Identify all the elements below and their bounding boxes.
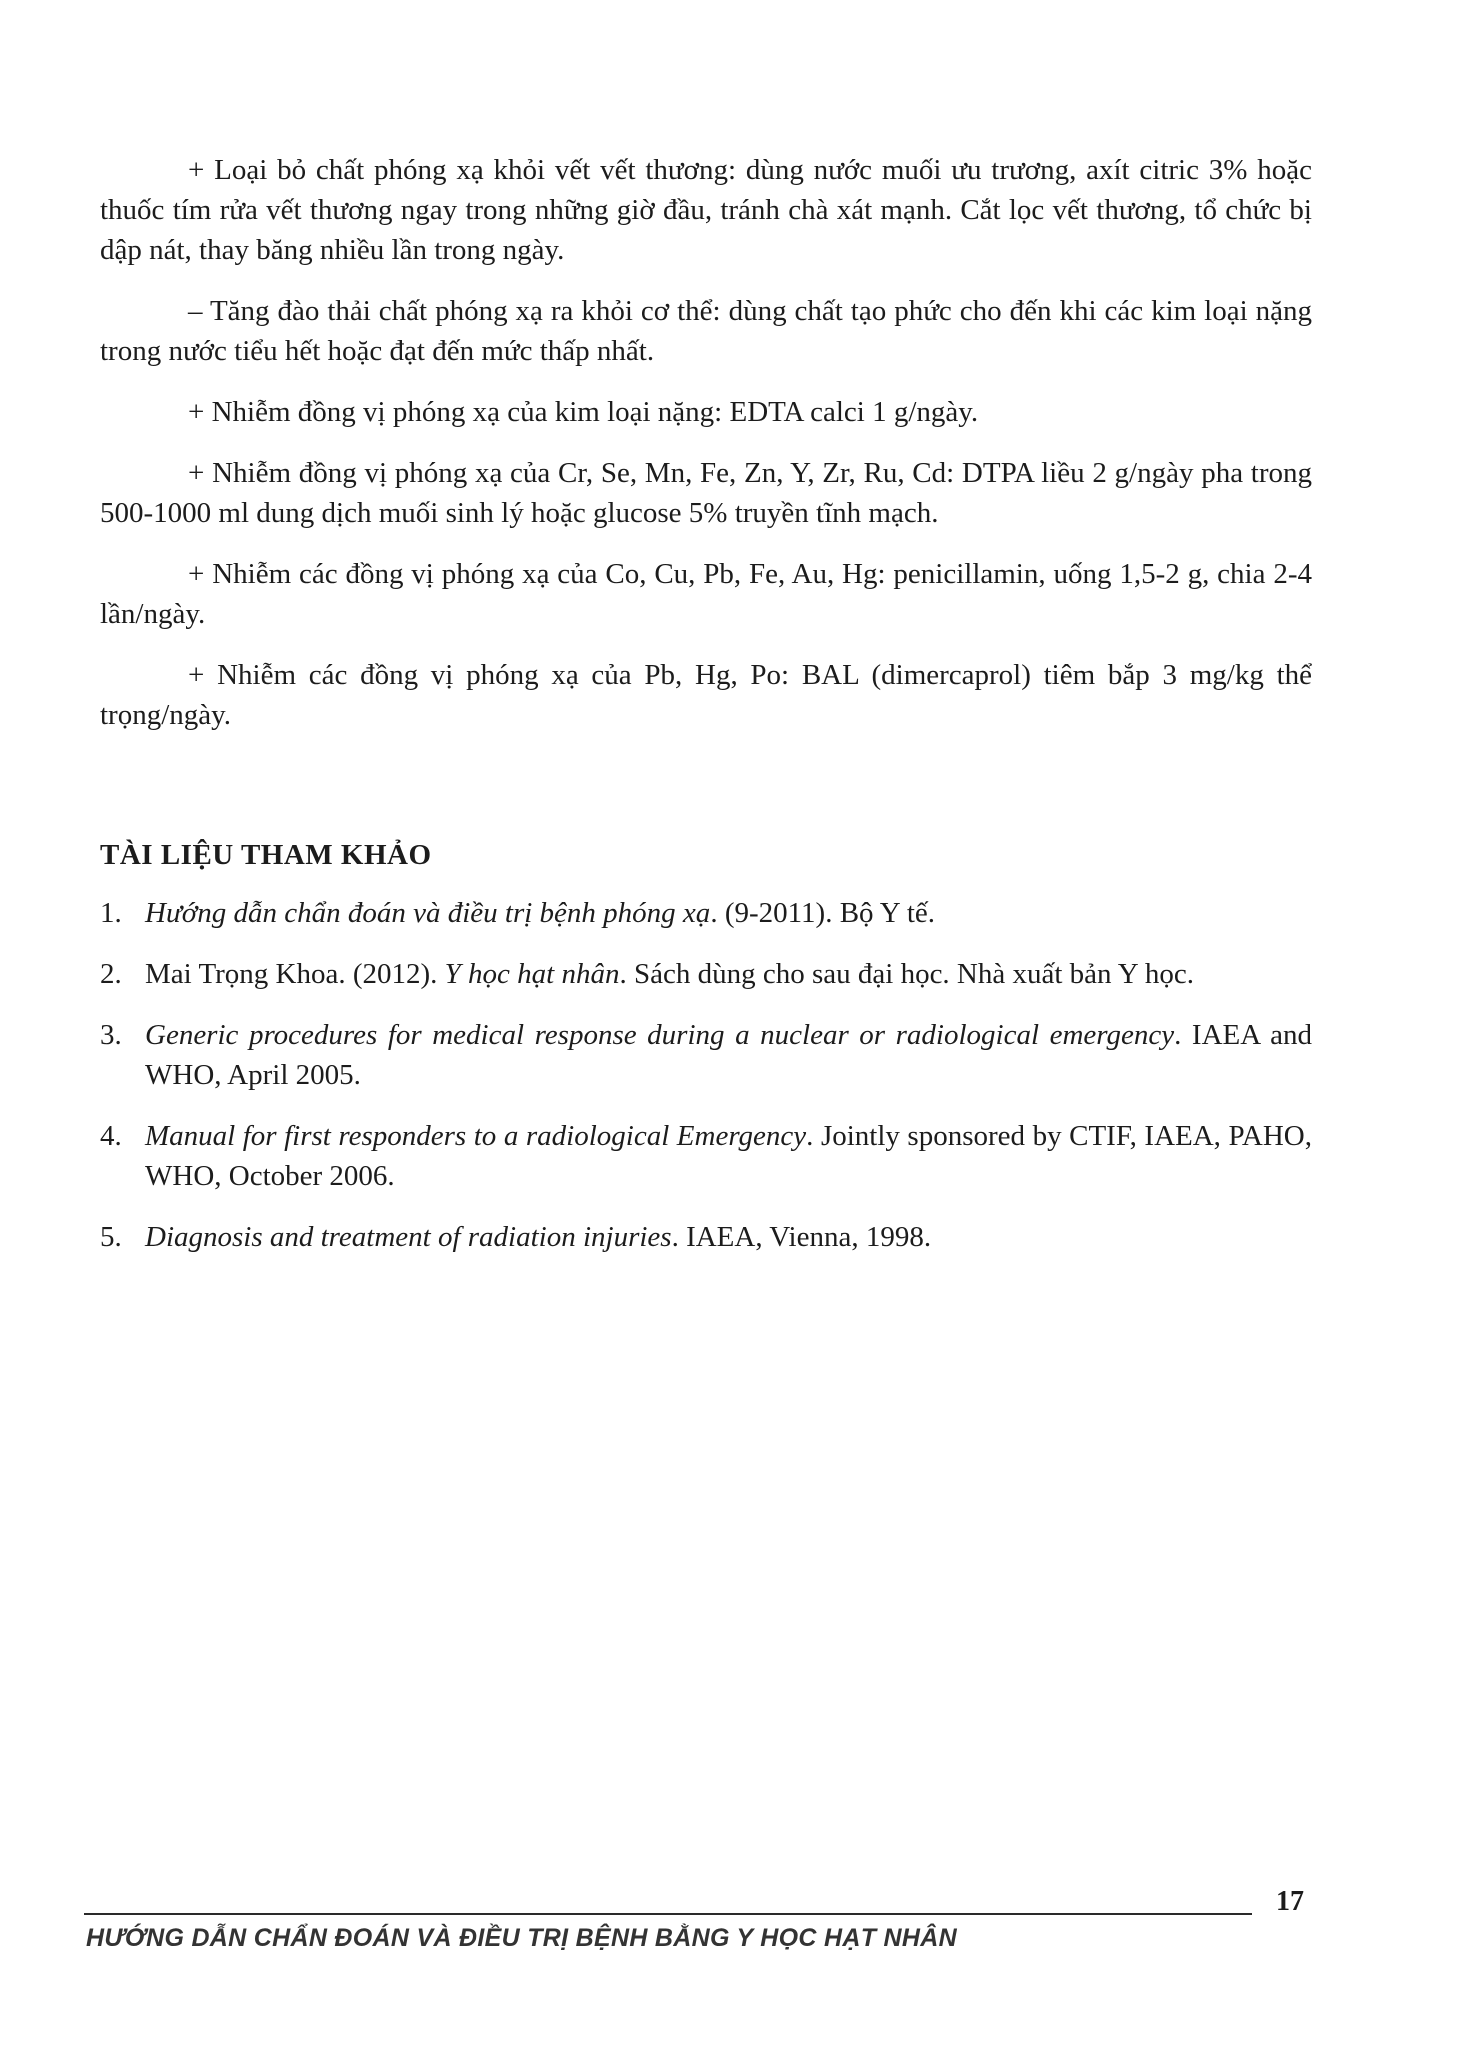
- footer-divider: [84, 1913, 1252, 1915]
- reference-title: Diagnosis and treatment of radiation injuries: [145, 1221, 672, 1253]
- reference-number: 2.: [100, 958, 122, 990]
- reference-details: . Sách dùng cho sau đại học. Nhà xuất bản Y học.: [619, 958, 1194, 990]
- reference-number: 4.: [100, 1120, 122, 1152]
- reference-details: . IAEA, Vienna, 1998.: [671, 1221, 932, 1253]
- paragraph-penicillamin: + Nhiễm các đồng vị phóng xạ của Co, Cu, Pb, Fe, Au, Hg: penicillamin, uống 1,5-2 g, chia 2-4 lần/ngày.: [100, 558, 1312, 630]
- paragraph-dtpa: + Nhiễm đồng vị phóng xạ của Cr, Se, Mn, Fe, Zn, Y, Zr, Ru, Cd: DTPA liều 2 g/ngày pha trong 500-1000 ml dung dịch muối sinh lý hoặc glucose 5% truyền tĩnh mạch.: [100, 457, 1312, 529]
- references-list: [100, 893, 1312, 1257]
- reference-details: . Jointly sponsored by CTIF, IAEA, PAHO, WHO, October 2006.: [145, 1120, 1312, 1192]
- reference-item: [100, 893, 1312, 933]
- running-footer-title: HƯỚNG DẪN CHẨN ĐOÁN VÀ ĐIỀU TRỊ BỆNH BẰNG Y HỌC HẠT NHÂN: [86, 1924, 957, 1952]
- paragraph-increase-elimination: – Tăng đào thải chất phóng xạ ra khỏi cơ thể: dùng chất tạo phức cho đến khi các kim loại nặng trong nước tiểu hết hoặc đạt đến mức thấp nhất.: [100, 295, 1312, 367]
- reference-author: Mai Trọng Khoa. (2012).: [145, 958, 445, 990]
- reference-number: 1.: [100, 897, 122, 929]
- page-content: [100, 150, 1312, 1278]
- reference-item: [100, 1015, 1312, 1095]
- paragraph-bal: + Nhiễm các đồng vị phóng xạ của Pb, Hg, Po: BAL (dimercaprol) tiêm bắp 3 mg/kg thể trọng/ngày.: [100, 659, 1312, 731]
- reference-title: Generic procedures for medical response during a nuclear or radiological emergency: [145, 1019, 1175, 1051]
- reference-title: Manual for first responders to a radiological Emergency: [145, 1120, 807, 1152]
- reference-item: [100, 954, 1312, 994]
- reference-details: . IAEA and WHO, April 2005.: [145, 1019, 1313, 1091]
- reference-title: Hướng dẫn chẩn đoán và điều trị bệnh phóng xạ: [145, 897, 711, 929]
- paragraph-wound-decontamination: + Loại bỏ chất phóng xạ khỏi vết vết thương: dùng nước muối ưu trương, axít citric 3% hoặc thuốc tím rửa vết thương ngay trong những giờ đầu, tránh chà xát mạnh. Cắt lọc vết thương, tổ chức bị dập nát, thay băng nhiều lần trong ngày.: [100, 154, 1312, 266]
- reference-item: [100, 1116, 1312, 1196]
- references-heading: TÀI LIỆU THAM KHẢO: [100, 839, 432, 871]
- reference-number: 5.: [100, 1221, 122, 1253]
- reference-item: [100, 1217, 1312, 1257]
- reference-details: . (9-2011). Bộ Y tế.: [710, 897, 936, 929]
- reference-number: 3.: [100, 1019, 122, 1051]
- paragraph-edta: + Nhiễm đồng vị phóng xạ của kim loại nặng: EDTA calci 1 g/ngày.: [188, 396, 979, 428]
- reference-title: Y học hạt nhân: [444, 958, 620, 990]
- page-number: 17: [1276, 1886, 1304, 1917]
